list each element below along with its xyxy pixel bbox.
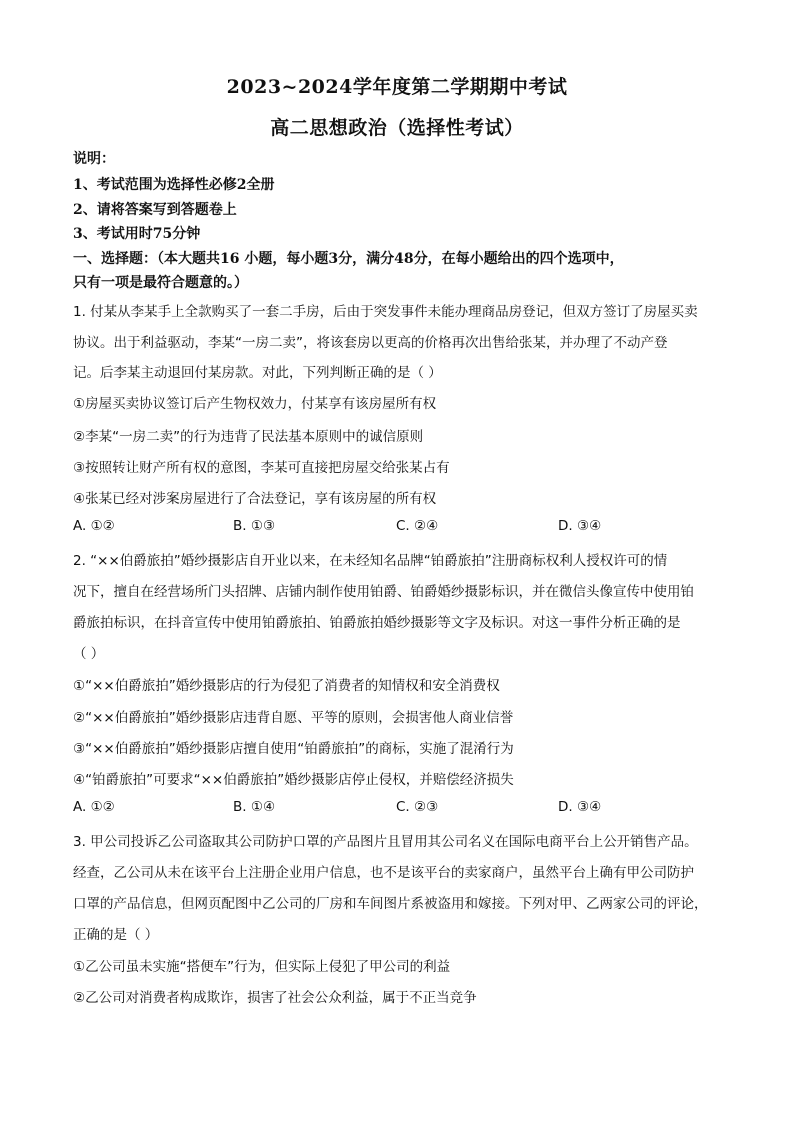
question-1-option-d: D. ③④ bbox=[558, 518, 602, 534]
question-2-statement: ①“××伯爵旅拍”婚纱摄影店的行为侵犯了消费者的知情权和安全消费权 bbox=[73, 678, 500, 694]
question-2-option-a: A. ①② bbox=[73, 799, 115, 815]
question-2-stem: 2. “××伯爵旅拍”婚纱摄影店自开业以来，在未经知名品牌“铂爵旅拍”注册商标权利人授权许可的情 bbox=[73, 553, 668, 569]
question-3-stem: 正确的是（ ） bbox=[73, 927, 159, 943]
question-1-statement: ④张某已经对涉案房屋进行了合法登记，享有该房屋的所有权 bbox=[73, 491, 437, 507]
question-2-statement: ③“××伯爵旅拍”婚纱摄影店擅自使用“铂爵旅拍”的商标，实施了混淆行为 bbox=[73, 741, 514, 757]
question-2-stem: （ ） bbox=[73, 646, 105, 662]
note-item: 2、请将答案写到答题卷上 bbox=[73, 202, 237, 218]
question-1-option-b: B. ①③ bbox=[233, 518, 276, 534]
question-3-stem: 经查，乙公司从未在该平台上注册企业用户信息，也不是该平台的卖家商户，虽然平台上确有甲公司防护 bbox=[73, 865, 694, 881]
question-1-statement: ②李某“一房二卖”的行为违背了民法基本原则中的诚信原则 bbox=[73, 429, 424, 445]
exam-title: 2023~2024学年度第二学期期中考试 bbox=[226, 76, 568, 98]
question-2-stem: 况下，擅自在经营场所门头招牌、店铺内制作使用铂爵、铂爵婚纱摄影标识，并在微信头像宣传中使用铂 bbox=[73, 584, 694, 600]
question-2-statement: ②“××伯爵旅拍”婚纱摄影店违背自愿、平等的原则，会损害他人商业信誉 bbox=[73, 710, 514, 726]
question-2-stem: 爵旅拍标识，在抖音宣传中使用铂爵旅拍、铂爵旅拍婚纱摄影等文字及标识。对这一事件分析正确的是 bbox=[73, 615, 681, 631]
section-heading: 一、选择题：（本大题共16 小题，每小题3分，满分48分，在每小题给出的四个选项中， bbox=[73, 251, 624, 267]
question-3-statement: ①乙公司虽未实施“搭便车”行为，但实际上侵犯了甲公司的利益 bbox=[73, 959, 451, 975]
question-1-option-a: A. ①② bbox=[73, 518, 115, 534]
note-item: 1、考试范围为选择性必修2全册 bbox=[73, 177, 275, 193]
question-2-option-c: C. ②③ bbox=[396, 799, 439, 815]
question-3-stem: 3. 甲公司投诉乙公司盗取其公司防护口罩的产品图片且冒用其公司名义在国际电商平台上公开销售产品。 bbox=[73, 834, 698, 850]
question-1-option-c: C. ②④ bbox=[396, 518, 439, 534]
exam-subtitle: 高二思想政治（选择性考试） bbox=[270, 117, 524, 139]
question-3-statement: ②乙公司对消费者构成欺诈，损害了社会公众利益，属于不正当竞争 bbox=[73, 990, 477, 1006]
question-2-option-b: B. ①④ bbox=[233, 799, 276, 815]
question-1-stem: 1. 付某从李某手上全款购买了一套二手房，后由于突发事件未能办理商品房登记，但双方签订了房屋买卖 bbox=[73, 304, 698, 320]
question-1-stem: 记。后李某主动退回付某房款。对此，下列判断正确的是（ ） bbox=[73, 365, 442, 381]
note-item: 3、考试用时75分钟 bbox=[73, 226, 201, 242]
question-2-statement: ④“铂爵旅拍”可要求“××伯爵旅拍”婚纱摄影店停止侵权，并赔偿经济损失 bbox=[73, 772, 514, 788]
question-1-statement: ①房屋买卖协议签订后产生物权效力，付某享有该房屋所有权 bbox=[73, 396, 437, 412]
question-1-statement: ③按照转让财产所有权的意图，李某可直接把房屋交给张某占有 bbox=[73, 460, 450, 476]
question-2-option-d: D. ③④ bbox=[558, 799, 602, 815]
section-heading-cont: 只有一项是最符合题意的。） bbox=[73, 275, 248, 291]
notes-label: 说明： bbox=[73, 151, 115, 167]
question-3-stem: 口罩的产品信息，但网页配图中乙公司的厂房和车间图片系被盗用和嫁接。下列对甲、乙两家公司的评论， bbox=[73, 896, 708, 912]
question-1-stem: 协议。出于利益驱动，李某“一房二卖”，将该套房以更高的价格再次出售给张某，并办理了不动产登 bbox=[73, 335, 668, 351]
